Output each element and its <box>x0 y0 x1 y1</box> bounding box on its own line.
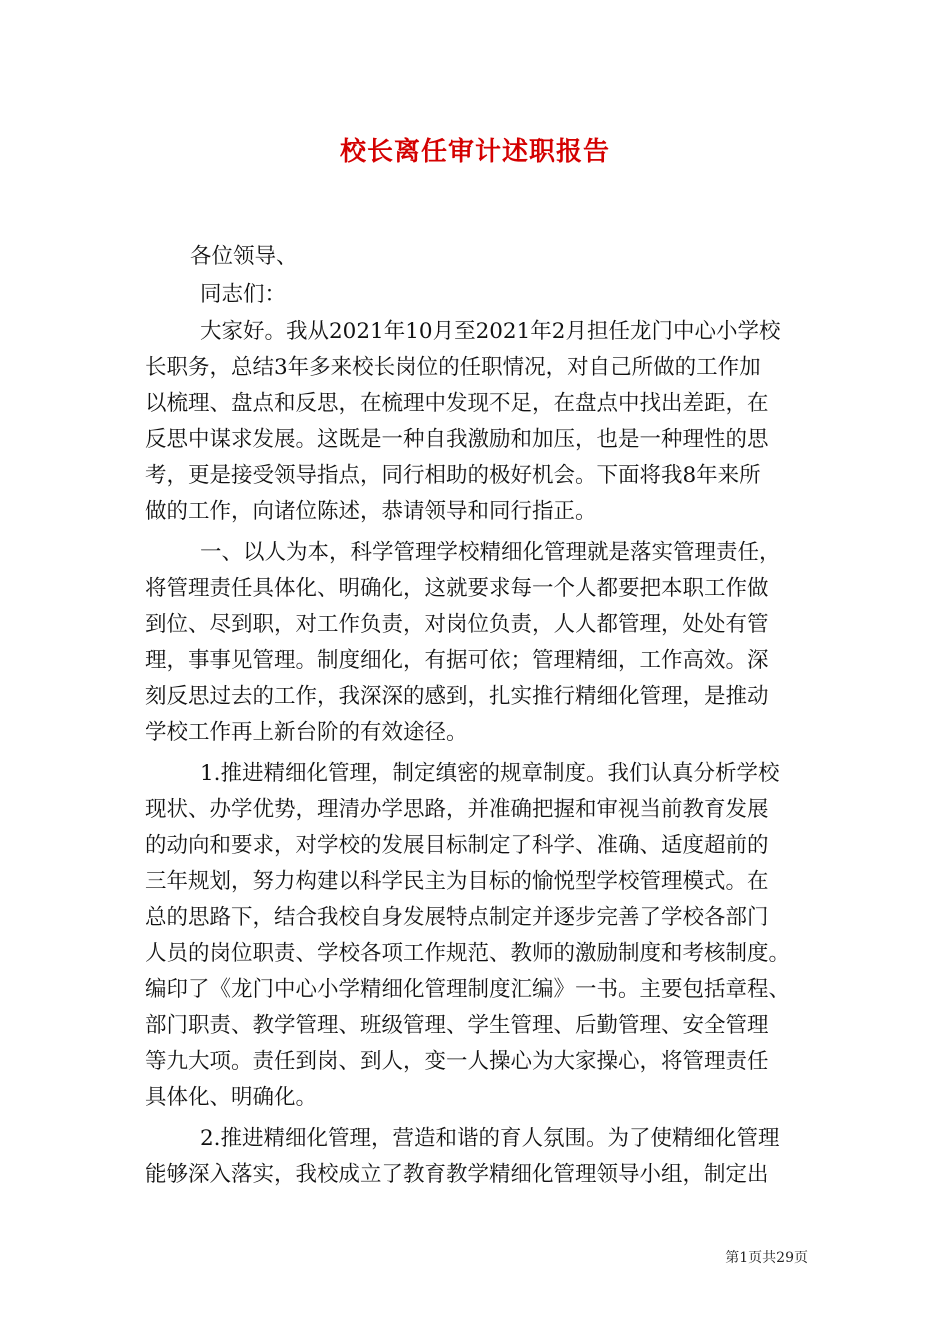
body-line: 具体化、明确化。 <box>145 1085 318 1110</box>
body-line: 将管理责任具体化、明确化，这就要求每一个人都要把本职工作做 <box>145 576 769 601</box>
body-line: 人员的岗位职责、学校各项工作规范、教师的激励制度和考核制度。 <box>145 941 791 966</box>
page-number: 第1页共29页 <box>725 1250 808 1266</box>
body-line: 三年规划，努力构建以科学民主为目标的愉悦型学校管理模式。在 <box>145 869 769 894</box>
body-line: 以梳理、盘点和反思，在梳理中发现不足，在盘点中找出差距，在 <box>145 391 769 416</box>
body-line: 做的工作，向诸位陈述，恭请领导和同行指正。 <box>145 499 597 524</box>
body-line: 学校工作再上新台阶的有效途径。 <box>145 720 468 745</box>
body-line: 能够深入落实，我校成立了教育教学精细化管理领导小组，制定出 <box>145 1162 769 1187</box>
body-line: 长职务，总结3年多来校长岗位的任职情况，对自己所做的工作加 <box>145 355 761 380</box>
body-line: 考，更是接受领导指点，同行相助的极好机会。下面将我8年来所 <box>145 463 761 488</box>
body-line: 等九大项。责任到岗、到人，变一人操心为大家操心，将管理责任 <box>145 1049 769 1074</box>
body-line: 到位、尽到职，对工作负责，对岗位负责，人人都管理，处处有管 <box>145 612 769 637</box>
body-line: 理，事事见管理。制度细化，有据可依；管理精细，工作高效。深 <box>145 648 769 673</box>
body-line: 部门职责、教学管理、班级管理、学生管理、后勤管理、安全管理 <box>145 1013 769 1038</box>
body-line: 编印了《龙门中心小学精细化管理制度汇编》一书。主要包括章程、 <box>145 977 791 1002</box>
body-line: 一、以人为本，科学管理学校精细化管理就是落实管理责任， <box>200 540 781 565</box>
body-line: 总的思路下，结合我校自身发展特点制定并逐步完善了学校各部门 <box>145 905 769 930</box>
salutation-line: 同志们： <box>200 282 287 307</box>
body-line: 2.推进精细化管理，营造和谐的育人氛围。为了使精细化管理 <box>200 1126 780 1151</box>
body-line: 1.推进精细化管理，制定缜密的规章制度。我们认真分析学校 <box>200 761 780 786</box>
body-line: 刻反思过去的工作，我深深的感到，扎实推行精细化管理，是推动 <box>145 684 769 709</box>
body-line: 反思中谋求发展。这既是一种自我激励和加压，也是一种理性的思 <box>145 427 769 452</box>
salutation-line: 各位领导、 <box>190 244 298 269</box>
body-line: 的动向和要求，对学校的发展目标制定了科学、准确、适度超前的 <box>145 833 769 858</box>
document-title: 校长离任审计述职报告 <box>339 137 610 167</box>
body-line: 大家好。我从2021年10月至2021年2月担任龙门中心小学校 <box>200 319 781 344</box>
body-line: 现状、办学优势，理清办学思路，并准确把握和审视当前教育发展 <box>145 797 769 822</box>
